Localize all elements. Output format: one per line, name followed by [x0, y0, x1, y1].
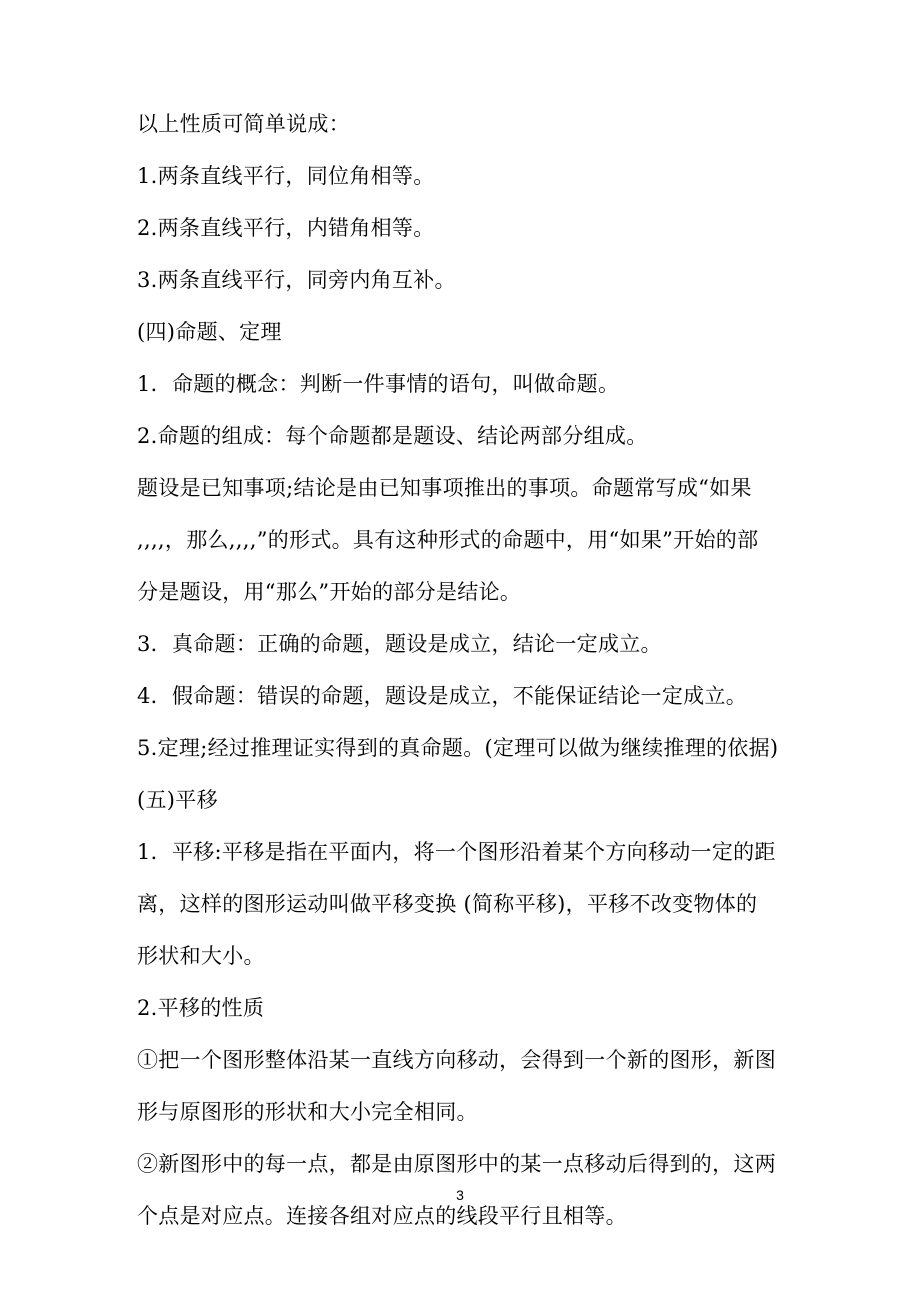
text-line: 2.两条直线平行，内错角相等。	[137, 216, 435, 240]
text-line: ,,,,，那么,,,,”的形式。具有这种形式的命题中，用“如果”开始的部	[137, 528, 759, 552]
text-line: ②新图形中的每一点，都是由原图形中的某一点移动后得到的，这两	[137, 1152, 776, 1176]
text-line: 题设是已知事项;结论是由已知事项推出的事项。命题常写成“如果	[137, 476, 752, 500]
text-line: 以上性质可简单说成：	[137, 112, 350, 136]
section-heading: (五)平移	[137, 788, 218, 812]
text-line: 离，这样的图形运动叫做平移变换 (简称平移)，平移不改变物体的	[137, 892, 758, 916]
text-line: 5.定理;经过推理证实得到的真命题。(定理可以做为继续推理的依据)	[137, 736, 779, 760]
page-number: 3	[456, 1187, 464, 1203]
section-heading: (四)命题、定理	[137, 320, 282, 344]
text-line: 形与原图形的形状和大小完全相同。	[137, 1100, 478, 1124]
text-line: 2.平移的性质	[137, 996, 265, 1020]
text-line: 3.两条直线平行，同旁内角互补。	[137, 268, 456, 292]
text-line: 4．假命题：错误的命题，题设是成立，不能保证结论一定成立。	[137, 684, 748, 708]
text-line: 形状和大小。	[137, 944, 265, 968]
text-line: 个点是对应点。连接各组对应点的线段平行且相等。	[137, 1204, 627, 1228]
text-line: 1．命题的概念：判断一件事情的语句，叫做命题。	[137, 372, 620, 396]
text-line: ①把一个图形整体沿某一直线方向移动，会得到一个新的图形，新图	[137, 1048, 776, 1072]
text-line: 1.两条直线平行，同位角相等。	[137, 164, 435, 188]
text-line: 分是题设，用“那么”开始的部分是结论。	[137, 580, 522, 604]
text-line: 1．平移:平移是指在平面内，将一个图形沿着某个方向移动一定的距	[137, 840, 776, 864]
document-body	[137, 108, 787, 1232]
text-line: 3．真命题：正确的命题，题设是成立，结论一定成立。	[137, 632, 662, 656]
text-line: 2.命题的组成：每个命题都是题设、结论两部分组成。	[137, 424, 648, 448]
